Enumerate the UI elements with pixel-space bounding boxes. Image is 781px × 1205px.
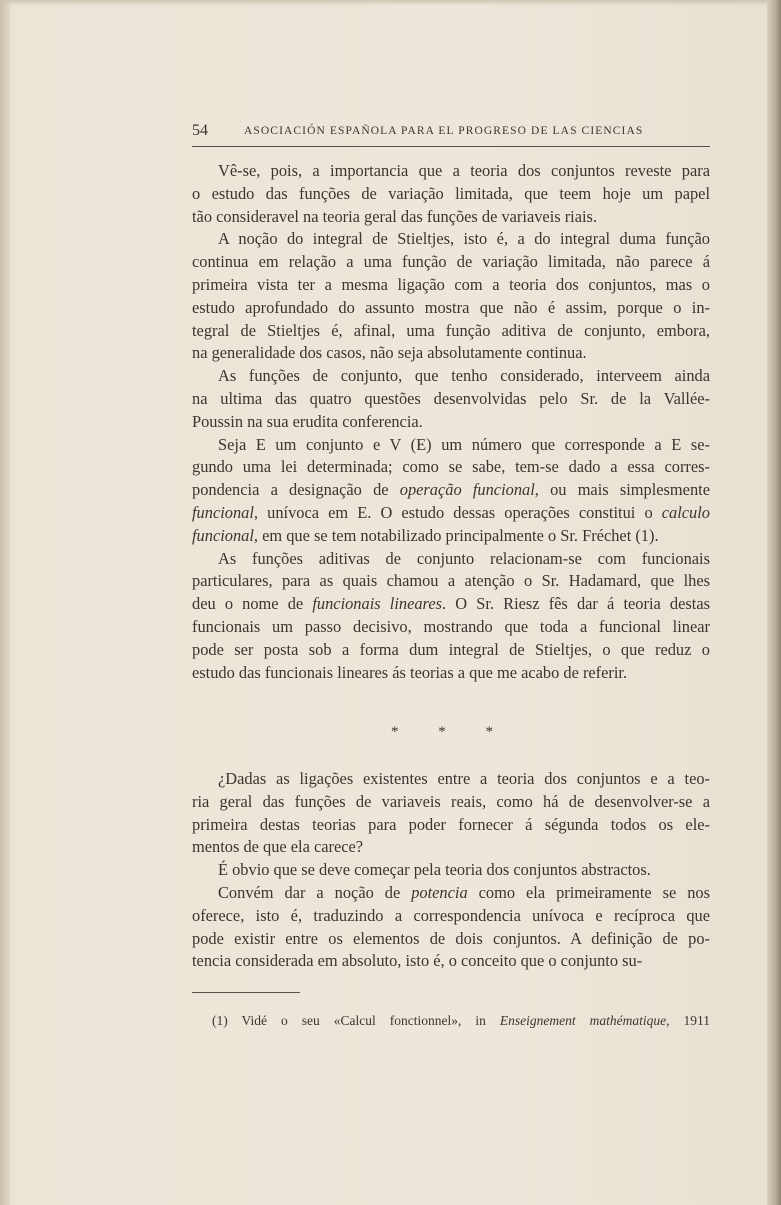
paragraph [192, 228, 710, 365]
footnote-italic: Enseignement mathématique [499, 1013, 667, 1028]
running-header [192, 121, 710, 145]
page-spine-shadow [0, 0, 10, 1205]
paragraph [192, 365, 710, 433]
running-head-title: ASOCIACIÓN ESPAÑOLA PARA EL PROGRESO DE LAS CIENCIAS [244, 125, 644, 137]
text-line [192, 228, 710, 251]
text-line [192, 905, 710, 928]
text-segment: Poussin na sua erudita conferencia. [192, 411, 423, 431]
italic-term: funcionais lineares [312, 594, 442, 614]
text-line [192, 570, 710, 593]
body-text-part-2 [192, 768, 710, 973]
text-segment: oferece, isto é, traduzindo a correspondencia unívoca e recíproca que [192, 905, 710, 925]
text-line [192, 434, 710, 457]
body-text-part-1 [192, 160, 710, 684]
text-segment: pondencia a designação de [192, 480, 400, 500]
italic-term: funcional [192, 525, 254, 545]
text-segment: o estudo das funções de variação limitada, que teem hoje um papel [192, 183, 710, 203]
text-line [192, 836, 710, 859]
text-line [192, 548, 710, 571]
text-line [192, 814, 710, 837]
section-separator: * * * [391, 724, 511, 740]
text-segment: estudo aprofundado do assunto mostra que não é assim, porque o in- [192, 297, 710, 317]
text-segment: continua em relação a uma função de variação limitada, não parece á [192, 252, 710, 272]
text-line [192, 768, 710, 791]
text-line [192, 274, 710, 297]
text-segment: ria geral das funções de variaveis reais, como há de desenvolver-se a [192, 791, 710, 811]
page-top-edge [0, 0, 781, 6]
text-line [192, 183, 710, 206]
footnote-text: , 1911 [666, 1013, 710, 1028]
text-segment: , em que se tem notabilizado principalmente o Sr. Fréchet (1). [253, 525, 659, 545]
italic-term: operação funcional [399, 480, 535, 500]
text-line [192, 882, 710, 905]
text-line [192, 502, 710, 525]
text-line [192, 791, 710, 814]
text-segment: deu o nome de [192, 594, 313, 614]
text-segment: na ultima das quatro questões desenvolvidas pelo Sr. de la Vallée- [192, 388, 710, 408]
text-segment: As funções de conjunto, que tenho considerado, interveem ainda [218, 366, 710, 386]
text-segment: , unívoca em E. O estudo dessas operações constitui o [253, 502, 662, 522]
text-line [192, 251, 710, 274]
text-line [192, 388, 710, 411]
text-line [192, 928, 710, 951]
text-segment: na generalidade dos casos, não seja absolutamente continua. [192, 343, 587, 363]
text-segment: pode ser posta sob a forma dum integral de Stieltjes, o que reduz o [192, 639, 710, 659]
paragraph [192, 548, 710, 685]
text-segment: gundo uma lei determinada; como se sabe, tem-se dado a essa corres- [192, 457, 710, 477]
italic-term: potencia [411, 882, 468, 902]
text-segment: , ou mais simplesmente [534, 480, 710, 500]
text-line [192, 365, 710, 388]
footnote-rule [192, 992, 300, 993]
header-rule [192, 146, 710, 147]
text-segment: funcionais um passo decisivo, mostrando que toda a funcional linear [192, 616, 710, 636]
text-line [192, 525, 710, 548]
footnote-text: (1) Vidé o seu «Calcul fonctionnel», in [212, 1013, 500, 1028]
paragraph [192, 160, 710, 228]
paragraph [192, 882, 710, 973]
text-line [192, 662, 710, 685]
italic-term: funcional [192, 502, 254, 522]
text-segment: A noção do integral de Stieltjes, isto é, a do integral duma função [218, 229, 710, 249]
text-segment: tão consideravel na teoria geral das funções de variaveis riais. [192, 206, 598, 226]
text-segment: . O Sr. Riesz fês dar á teoria destas [441, 594, 710, 614]
paragraph [192, 434, 710, 548]
text-line [192, 616, 710, 639]
text-segment: Convém dar a noção de [218, 882, 412, 902]
text-segment: primeira destas teorias para poder fornecer á ségunda todos os ele- [192, 814, 710, 834]
text-line [192, 160, 710, 183]
text-segment: mentos de que ela carece? [192, 837, 364, 857]
text-line [192, 593, 710, 616]
paragraph [192, 859, 710, 882]
text-line [192, 320, 710, 343]
text-segment: particulares, para as quais chamou a atenção o Sr. Hadamard, que lhes [192, 571, 710, 591]
page-number: 54 [192, 122, 208, 139]
text-segment: primeira vista ter a mesma ligação com a teoria dos conjuntos, mas o [192, 274, 710, 294]
text-segment: como ela primeiramente se nos [467, 882, 711, 902]
text-line [192, 342, 710, 365]
text-line [192, 206, 710, 229]
text-segment: pode existir entre os elementos de dois conjuntos. A definição de po- [192, 928, 710, 948]
italic-term: calculo [661, 502, 710, 522]
text-line [192, 639, 710, 662]
text-line [192, 479, 710, 502]
text-line [192, 456, 710, 479]
text-segment: tencia considerada em absoluto, isto é, o conceito que o conjunto su- [192, 951, 643, 971]
text-line [192, 950, 710, 973]
text-segment: Vê-se, pois, a importancia que a teoria dos conjuntos reveste para [218, 161, 710, 180]
footnote [212, 1013, 710, 1029]
text-line [192, 411, 710, 434]
text-segment: É obvio que se deve começar pela teoria dos conjuntos abstractos. [218, 860, 651, 880]
text-segment: tegral de Stieltjes é, afinal, uma função aditiva de conjunto, embora, [192, 320, 710, 340]
text-segment: ¿Dadas as ligações existentes entre a teoria dos conjuntos e a teo- [218, 769, 710, 788]
page-right-edge [767, 0, 781, 1205]
text-line [192, 859, 710, 882]
paragraph [192, 768, 710, 859]
text-segment: Seja E um conjunto e V (E) um número que corresponde a E se- [218, 434, 710, 454]
text-segment: estudo das funcionais lineares ás teorias a que me acabo de referir. [192, 662, 628, 682]
text-segment: As funções aditivas de conjunto relacionam-se com funcionais [218, 548, 710, 568]
text-line [192, 297, 710, 320]
